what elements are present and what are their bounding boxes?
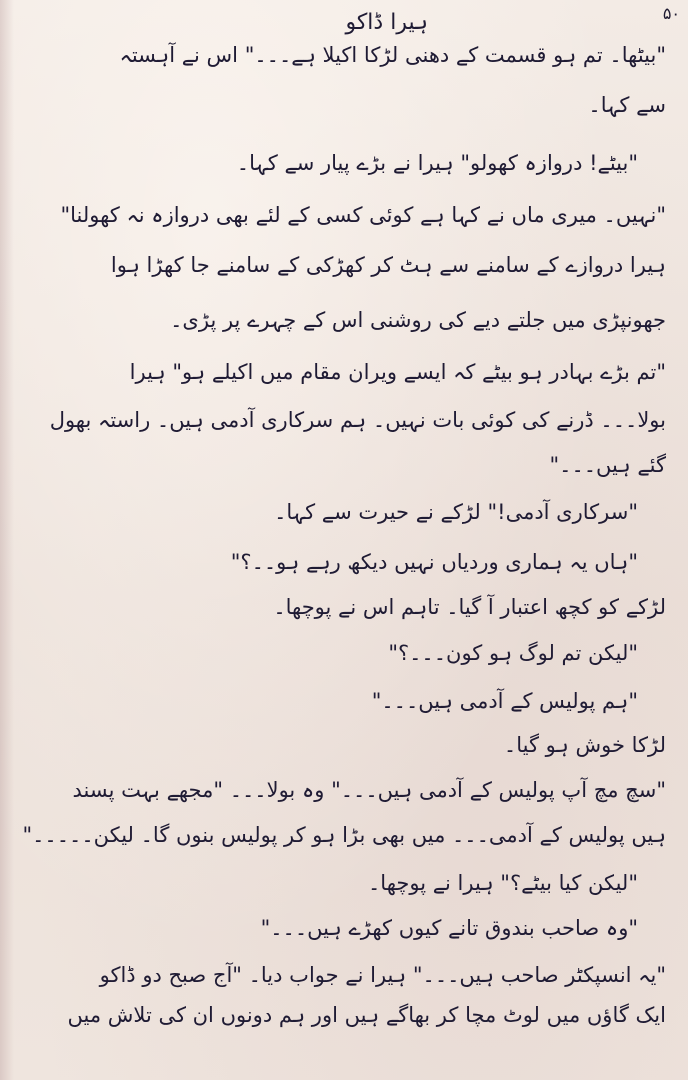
text-line: "تم بڑے بہادر ہو بیٹے کہ ایسے ویران مقام میں اکیلے ہو" ہیرا (129, 360, 666, 384)
text-line: "لیکن تم لوگ ہو کون۔۔۔؟" (388, 641, 638, 665)
text-line: "یہ انسپکٹر صاحب ہیں۔۔۔" ہیرا نے جواب دیا۔ "آج صبح دو ڈاکو (99, 963, 666, 987)
text-line: جھونپڑی میں جلتے دیے کی روشنی اس کے چہرے پر پڑی۔ (170, 308, 666, 332)
text-line: ہیرا دروازے کے سامنے سے ہٹ کر کھڑکی کے سامنے جا کھڑا ہوا (110, 253, 666, 277)
text-line: ایک گاؤں میں لوٹ مچا کر بھاگے ہیں اور ہم دونوں ان کی تلاش میں (67, 1003, 666, 1027)
text-line: "نہیں۔ میری ماں نے کہا ہے کوئی کسی کے لئے بھی دروازہ نہ کھولنا" (60, 203, 666, 227)
chapter-heading: ہیرا ڈاکو (345, 10, 428, 35)
text-line: "لیکن کیا بیٹے؟" ہیرا نے پوچھا۔ (368, 871, 638, 895)
text-line: "ہاں یہ ہماری وردیاں نہیں دیکھ رہے ہو۔۔؟" (230, 550, 638, 574)
text-line: "وہ صاحب بندوق تانے کیوں کھڑے ہیں۔۔۔" (260, 916, 638, 940)
text-line: ہیں پولیس کے آدمی۔۔۔ میں بھی بڑا ہو کر پولیس بنوں گا۔ لیکن۔۔۔۔۔" (22, 823, 666, 847)
text-line: "بیٹھا۔ تم ہو قسمت کے دھنی لڑکا اکیلا ہے۔۔۔" اس نے آہستہ (119, 43, 666, 67)
text-line: بولا۔۔۔ ڈرنے کی کوئی بات نہیں۔ ہم سرکاری آدمی ہیں۔ راستہ بھول (49, 408, 666, 432)
text-line: "سچ مچ آپ پولیس کے آدمی ہیں۔۔۔" وہ بولا۔۔۔ "مجھے بہت پسند (72, 778, 666, 802)
text-line: "ہم پولیس کے آدمی ہیں۔۔۔" (371, 689, 638, 713)
text-line: سے کہا۔ (588, 93, 666, 117)
page-number: ۵۰ (662, 4, 680, 23)
text-line: لڑکے کو کچھ اعتبار آ گیا۔ تاہم اس نے پوچھا۔ (273, 595, 666, 619)
text-line: "بیٹے! دروازہ کھولو" ہیرا نے بڑے پیار سے کہا۔ (236, 151, 638, 175)
text-line: گئے ہیں۔۔۔" (549, 453, 666, 477)
text-line: لڑکا خوش ہو گیا۔ (503, 733, 666, 757)
text-line: "سرکاری آدمی!" لڑکے نے حیرت سے کہا۔ (274, 500, 638, 524)
